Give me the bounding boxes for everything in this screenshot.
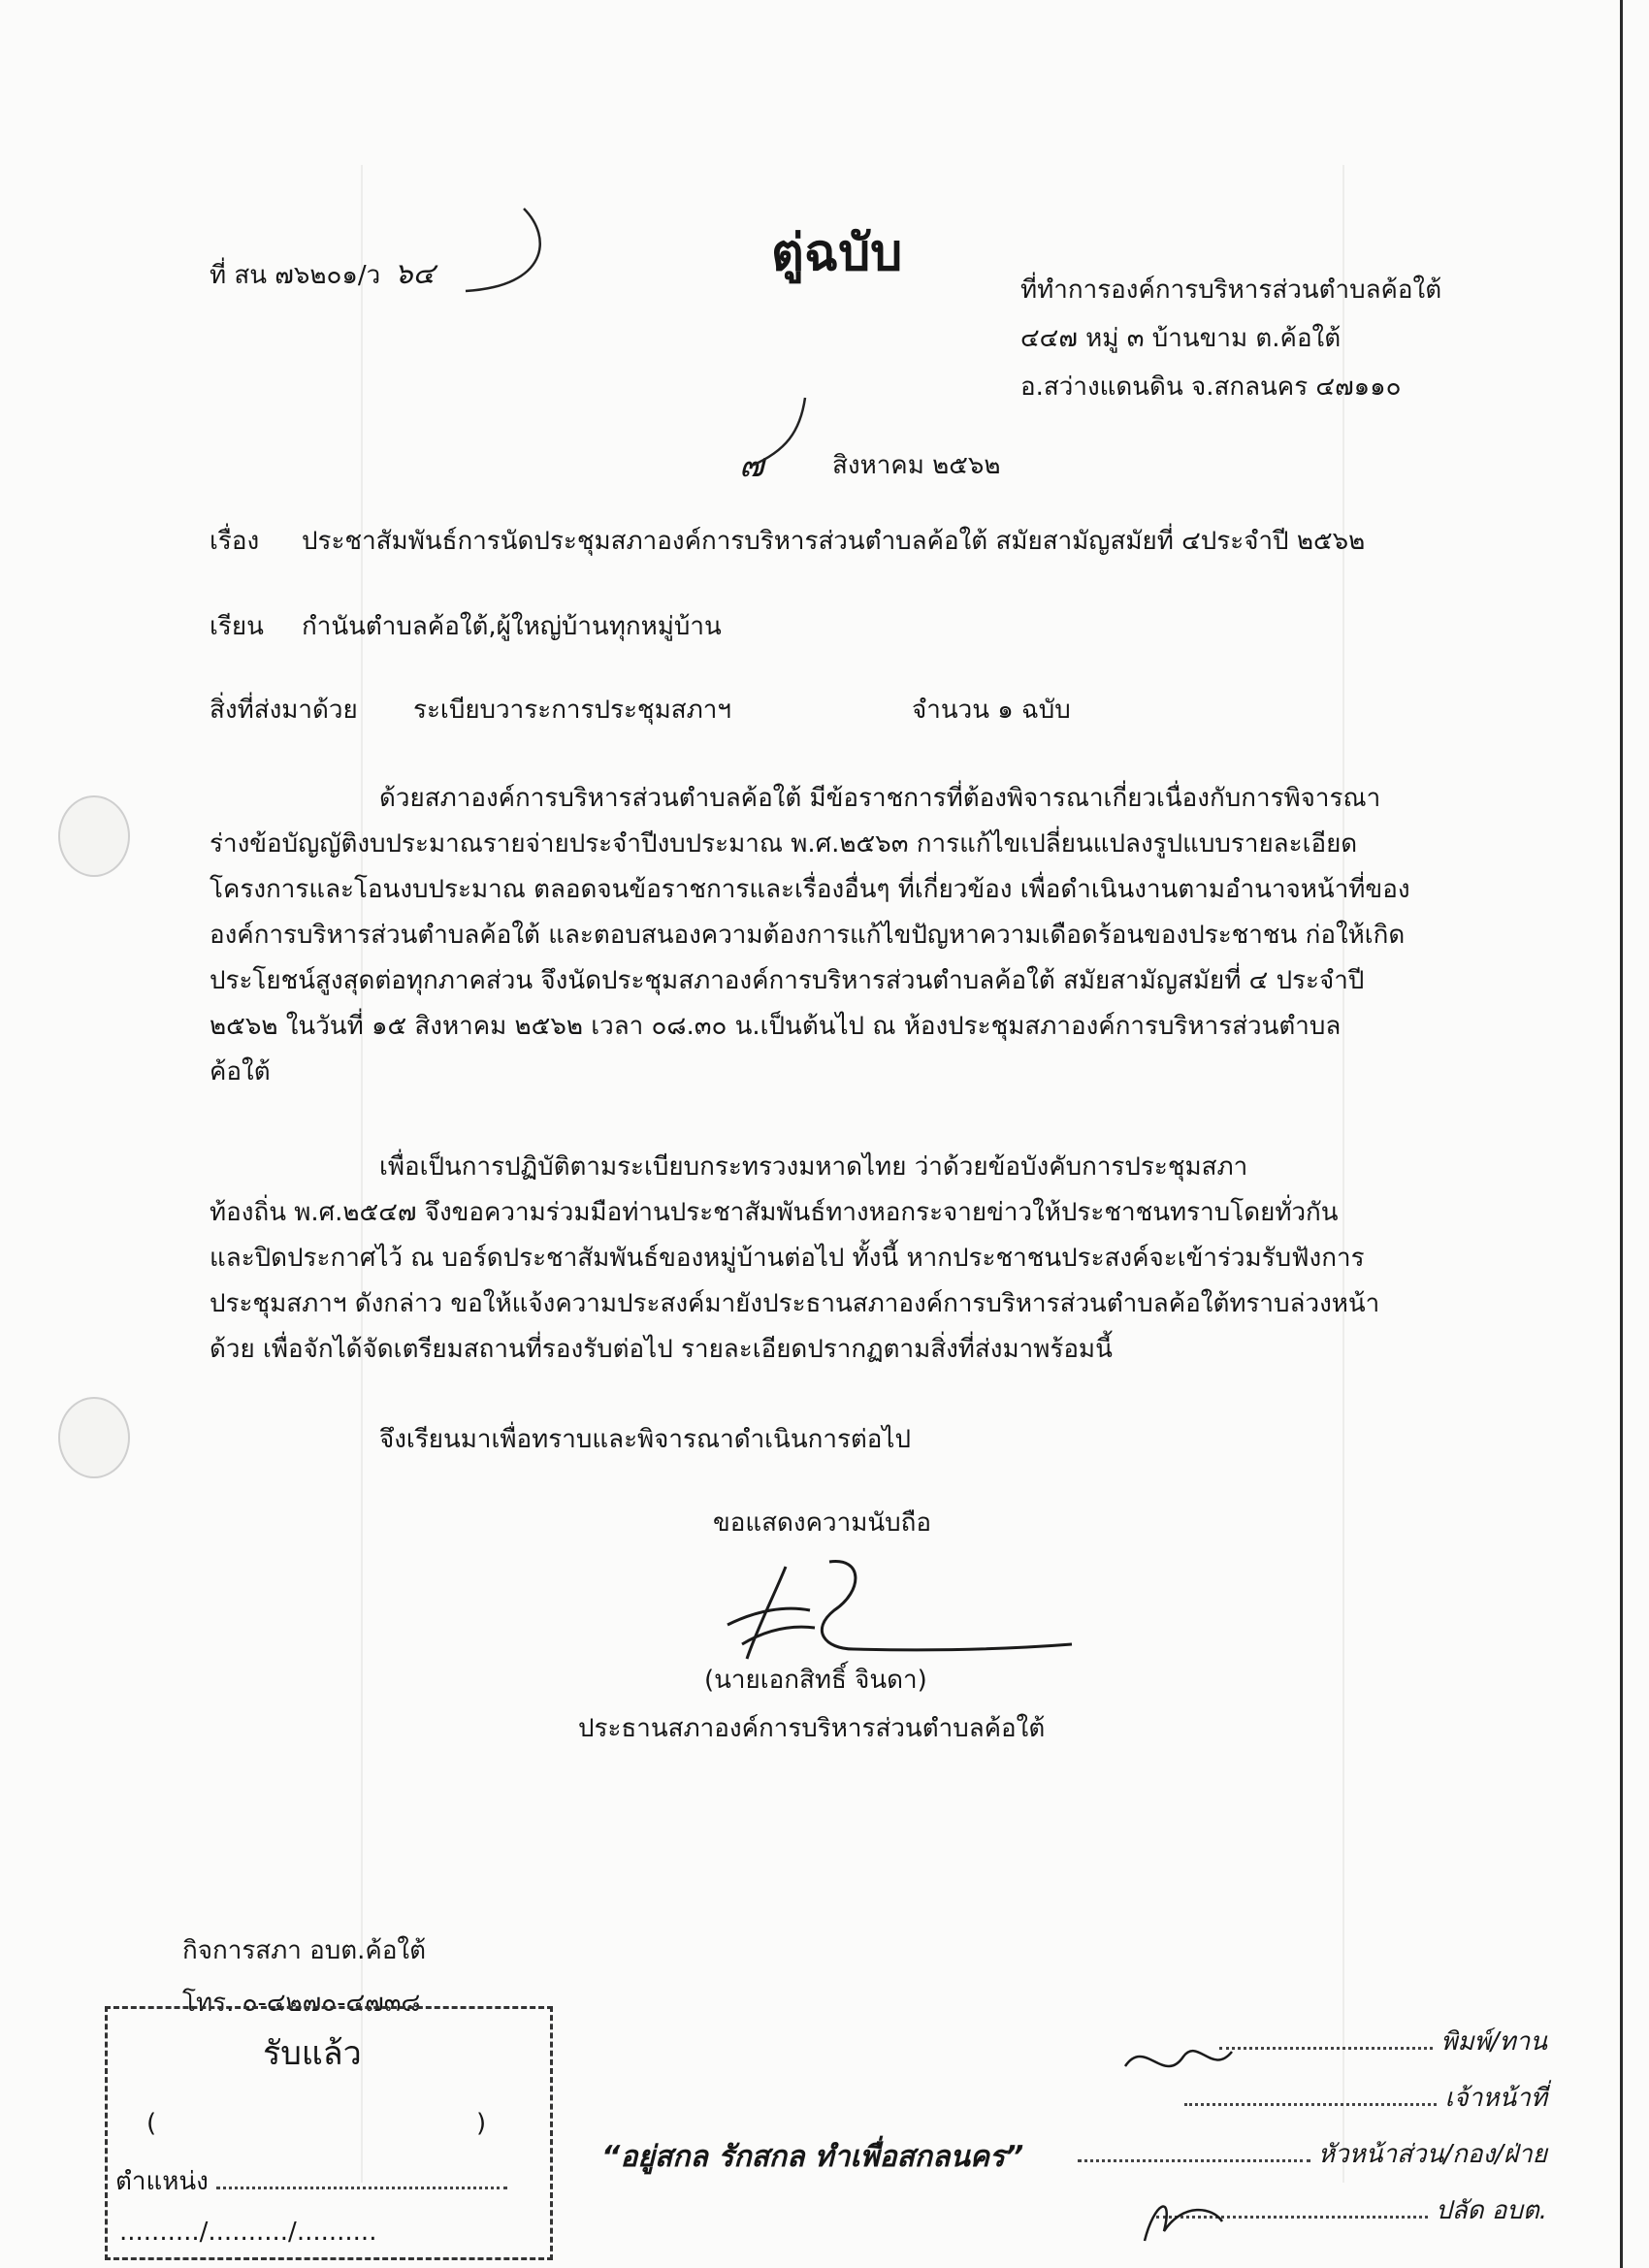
contact-unit: กิจการสภา อบต.ค้อใต้: [182, 1936, 427, 1965]
punch-hole-bottom: [58, 1397, 130, 1478]
addressee-row: [210, 609, 722, 644]
closing-request: จึงเรียนมาเพื่อทราบและพิจารณาดำเนินการต่อไป: [379, 1425, 911, 1454]
scan-edge: [1620, 0, 1623, 2268]
reference-number-text: ที่ สน ๗๖๒๐๑/ว: [210, 261, 381, 290]
paragraph-line: และปิดประกาศไว้ ณ บอร์ดประชาสัมพันธ์ของหมู่บ้านต่อไป ทั้งนี้ หากประชาชนประสงค์จะเข้าร่วมรับฟังการ: [210, 1244, 1365, 1273]
punch-hole-top: [58, 795, 130, 877]
enclosure-label: สิ่งที่ส่งมาด้วย: [210, 696, 358, 725]
letter-date: สิงหาคม ๒๕๖๒: [832, 451, 1001, 480]
approval-label: ปลัด อบต.: [1436, 2196, 1547, 2225]
signature: [718, 1552, 1086, 1669]
date-handwriting-stroke: [747, 393, 815, 470]
date-day-handwritten: ๗: [739, 446, 764, 485]
subject-label: เรื่อง: [210, 527, 260, 556]
body-paragraph-2: [210, 1145, 1451, 1373]
paragraph-line: ประชุมสภาฯ ดังกล่าว ขอให้แจ้งความประสงค์มายังประธานสภาองค์การบริหารส่วนตำบลค้อใต้ทราบล่วงหน้า: [210, 1289, 1380, 1318]
reference-number: [210, 257, 435, 293]
approval-initials: [1106, 2008, 1300, 2260]
approval-label: หัวหน้าส่วน/กอง/ฝ่าย: [1317, 2140, 1547, 2169]
subject-row: [210, 524, 1365, 559]
address-line: ๔๔๗ หมู่ ๓ บ้านขาม ต.ค้อใต้: [1020, 324, 1342, 353]
position-label: ตำแหน่ง: [115, 2167, 209, 2196]
addressee-text: กำนันตำบลค้อใต้,ผู้ใหญ่บ้านทุกหมู่บ้าน: [302, 612, 722, 641]
address-line: อ.สว่างแดนดิน จ.สกลนคร ๔๗๑๑๐: [1020, 373, 1402, 402]
paragraph-line: เพื่อเป็นการปฏิบัติตามระเบียบกระทรวงมหาดไทย ว่าด้วยข้อบังคับการประชุมสภา: [379, 1152, 1248, 1182]
signer-name: (นายเอกสิทธิ์ จินดา): [704, 1666, 927, 1695]
received-stamp-position: [115, 2164, 507, 2199]
contact-phone: โทร. ๐-๔๒๗๐-๔๗๓๘: [182, 1989, 421, 2018]
received-stamp-date: ........../........../..........: [119, 2218, 377, 2247]
subject-text: ประชาสัมพันธ์การนัดประชุมสภาองค์การบริหารส่วนตำบลค้อใต้ สมัยสามัญสมัยที่ ๔ประจำปี ๒๕๖๒: [302, 527, 1366, 556]
enclosure-text: ระเบียบวาระการประชุมสภาฯ: [413, 696, 731, 725]
enclosure-quantity: จำนวน ๑ ฉบับ: [912, 696, 1071, 725]
body-paragraph-1: [210, 776, 1451, 1095]
paragraph-line: ร่างข้อบัญญัติงบประมาณรายจ่ายประจำปีงบประมาณ พ.ศ.๒๕๖๓ การแก้ไขเปลี่ยนแปลงรูปแบบรายละเอียด: [210, 829, 1358, 859]
handwriting-mark: [456, 199, 572, 306]
enclosure-row: [210, 693, 731, 728]
received-stamp-paren-close: ): [476, 2109, 487, 2138]
addressee-label: เรียน: [210, 612, 264, 641]
signer-title: ประธานสภาองค์การบริหารส่วนตำบลค้อใต้: [578, 1714, 1046, 1743]
reference-number-handwritten: ๖๔: [394, 257, 436, 291]
paragraph-line: ๒๕๖๒ ในวันที่ ๑๕ สิงหาคม ๒๕๖๒ เวลา ๐๘.๓๐ น.เป็นต้นไป ณ ห้องประชุมสภาองค์การบริหารส่วนตำบล: [210, 1012, 1342, 1041]
complimentary-close: ขอแสดงความนับถือ: [713, 1508, 931, 1538]
paragraph-line: ด้วยสภาองค์การบริหารส่วนตำบลค้อใต้ มีข้อราชการที่ต้องพิจารณาเกี่ยวเนื่องกับการพิจารณา: [379, 784, 1381, 813]
address-line: ที่ทำการองค์การบริหารส่วนตำบลค้อใต้: [1020, 275, 1442, 305]
paragraph-line: ค้อใต้: [210, 1057, 271, 1086]
sender-address: [1020, 266, 1441, 411]
received-stamp-paren-open: (: [146, 2109, 157, 2138]
paragraph-line: องค์การบริหารส่วนตำบลค้อใต้ และตอบสนองความต้องการแก้ไขปัญหาความเดือดร้อนของประชาชน ก่อให้เกิด: [210, 921, 1406, 950]
position-dotted: [216, 2167, 507, 2189]
received-stamp-title: รับแล้ว: [263, 2034, 362, 2073]
paragraph-line: ท้องถิ่น พ.ศ.๒๕๔๗ จึงขอความร่วมมือท่านประชาสัมพันธ์ทางหอกระจายข่าวให้ประชาชนทราบโดยทั่วกัน: [210, 1198, 1339, 1227]
approval-label: เจ้าหน้าที่: [1444, 2084, 1547, 2113]
copy-stamp: ตู่ฉบับ: [771, 223, 903, 282]
slogan: “อยู่สกล รักสกล ทำเพื่อสกลนคร”: [601, 2140, 1024, 2174]
paragraph-line: ประโยชน์สูงสุดต่อทุกภาคส่วน จึงนัดประชุมสภาองค์การบริหารส่วนตำบลค้อใต้ สมัยสามัญสมัยที่ ๔ ประจำปี: [210, 966, 1365, 995]
received-stamp: [105, 2006, 553, 2260]
approval-label: พิมพ์/ทาน: [1440, 2027, 1547, 2057]
paragraph-line: ด้วย เพื่อจักได้จัดเตรียมสถานที่รองรับต่อไป รายละเอียดปรากฏตามสิ่งที่ส่งมาพร้อมนี้: [210, 1335, 1113, 1364]
paragraph-line: โครงการและโอนงบประมาณ ตลอดจนข้อราชการและเรื่องอื่นๆ ที่เกี่ยวข้อง เพื่อดำเนินงานตามอำนาจหน้าที่ของ: [210, 875, 1410, 904]
